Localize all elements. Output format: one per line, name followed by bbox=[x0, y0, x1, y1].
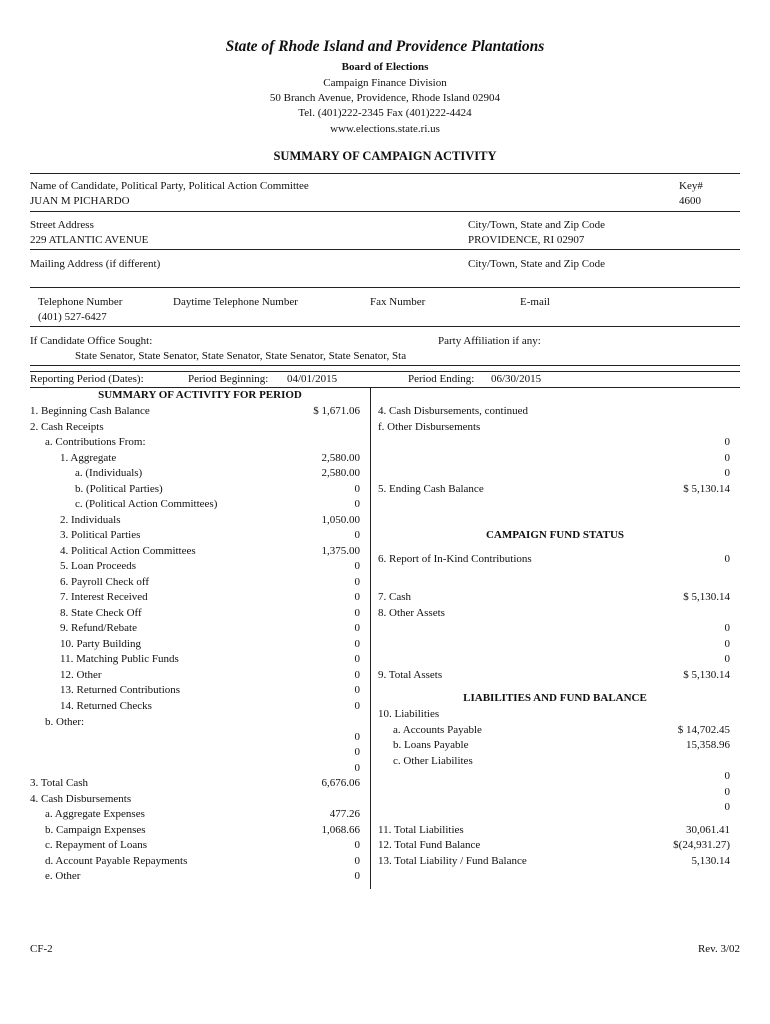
divider bbox=[30, 387, 740, 388]
aggregate-expenses-label: a. Aggregate Expenses bbox=[45, 808, 145, 820]
office-label: If Candidate Office Sought: bbox=[30, 335, 153, 347]
total-assets-label: 9. Total Assets bbox=[378, 669, 443, 681]
cash-disbursements-label: 4. Cash Disbursements bbox=[30, 793, 132, 805]
form-code: CF-2 bbox=[30, 943, 53, 955]
party-building-value: 0 bbox=[354, 638, 360, 650]
returned-contributions-value: 0 bbox=[354, 684, 360, 696]
b-other-value: 0 bbox=[354, 746, 360, 758]
inkind-label: 6. Report of In-Kind Contributions bbox=[378, 553, 532, 565]
board-phones: Tel. (401)222-2345 Fax (401)222-4424 bbox=[298, 107, 472, 119]
division-name: Campaign Finance Division bbox=[323, 77, 447, 89]
other-disbursements-f-value: 0 bbox=[724, 467, 730, 479]
name-value: JUAN M PICHARDO bbox=[30, 195, 130, 207]
city-label: City/Town, State and Zip Code bbox=[468, 219, 606, 231]
ending-cash-label: 5. Ending Cash Balance bbox=[378, 483, 484, 495]
cash-value: $ 5,130.14 bbox=[683, 591, 730, 603]
refund-rebate-label: 9. Refund/Rebate bbox=[60, 622, 137, 634]
period-end-value: 06/30/2015 bbox=[491, 373, 542, 385]
interest-received-label: 7. Interest Received bbox=[60, 591, 148, 603]
email-label: E-mail bbox=[520, 296, 550, 308]
party-building-label: 10. Party Building bbox=[60, 638, 141, 650]
pac-agg-value: 0 bbox=[354, 498, 360, 510]
disbursements-continued-label: 4. Cash Disbursements, continued bbox=[378, 405, 529, 417]
accounts-payable-label: a. Accounts Payable bbox=[393, 724, 482, 736]
divider bbox=[30, 211, 740, 212]
key-label: Key# bbox=[679, 180, 703, 192]
total-cash-value: 6,676.06 bbox=[321, 777, 360, 789]
total-fund-balance-label: 12. Total Fund Balance bbox=[378, 839, 481, 851]
payroll-checkoff-label: 6. Payroll Check off bbox=[60, 576, 150, 588]
individuals-agg-value: 2,580.00 bbox=[321, 467, 360, 479]
aggregate-expenses-value: 477.26 bbox=[329, 808, 360, 820]
interest-received-value: 0 bbox=[354, 591, 360, 603]
period-end-label: Period Ending: bbox=[408, 373, 475, 385]
ending-cash-value: $ 5,130.14 bbox=[683, 483, 730, 495]
aggregate-label: 1. Aggregate bbox=[60, 452, 117, 464]
other-disbursements-f-value: 0 bbox=[724, 452, 730, 464]
campaign-expenses-label: b. Campaign Expenses bbox=[45, 824, 146, 836]
telephone-label: Telephone Number bbox=[38, 296, 123, 308]
political-parties-value: 0 bbox=[354, 529, 360, 541]
aggregate-value: 2,580.00 bbox=[321, 452, 360, 464]
political-parties-label: 3. Political Parties bbox=[60, 529, 141, 541]
individuals-value: 1,050.00 bbox=[321, 514, 360, 526]
pac-label: 4. Political Action Committees bbox=[60, 545, 196, 557]
b-other-label: b. Other: bbox=[45, 716, 85, 728]
other-assets-value: 0 bbox=[724, 653, 730, 665]
key-value: 4600 bbox=[679, 195, 701, 207]
parties-agg-label: b. (Political Parties) bbox=[75, 483, 163, 495]
b-other-value: 0 bbox=[354, 762, 360, 774]
name-label: Name of Candidate, Political Party, Political Action Committee bbox=[30, 180, 309, 192]
ap-repayments-value: 0 bbox=[354, 855, 360, 867]
other-receipts-label: 12. Other bbox=[60, 669, 102, 681]
other-disbursements-label: e. Other bbox=[45, 870, 81, 882]
campaign-expenses-value: 1,068.66 bbox=[321, 824, 360, 836]
other-liabilities-label: c. Other Liabilites bbox=[393, 755, 473, 767]
beginning-cash-label: 1. Beginning Cash Balance bbox=[30, 405, 150, 417]
matching-funds-label: 11. Matching Public Funds bbox=[60, 653, 179, 665]
cash-label: 7. Cash bbox=[378, 591, 411, 603]
total-assets-value: $ 5,130.14 bbox=[683, 669, 730, 681]
revision: Rev. 3/02 bbox=[697, 943, 740, 955]
individuals-agg-label: a. (Individuals) bbox=[75, 467, 143, 479]
board-website: www.elections.state.ri.us bbox=[330, 123, 440, 135]
other-assets-value: 0 bbox=[724, 622, 730, 634]
other-liabilities-value: 0 bbox=[724, 786, 730, 798]
loan-repayment-label: c. Repayment of Loans bbox=[45, 839, 148, 851]
accounts-payable-value: $ 14,702.45 bbox=[677, 724, 730, 736]
state-title: State of Rhode Island and Providence Plantations bbox=[225, 38, 545, 55]
other-liabilities-value: 0 bbox=[724, 770, 730, 782]
period-label: Reporting Period (Dates): bbox=[30, 373, 144, 385]
mailing-label: Mailing Address (if different) bbox=[30, 258, 161, 270]
divider bbox=[30, 365, 740, 366]
divider bbox=[30, 326, 740, 327]
total-fund-balance-value: $(24,931.27) bbox=[673, 839, 730, 851]
other-disbursements-f-label: f. Other Disbursements bbox=[378, 421, 481, 433]
other-receipts-value: 0 bbox=[354, 669, 360, 681]
column-divider bbox=[370, 387, 371, 889]
contributions-from-label: a. Contributions From: bbox=[45, 436, 146, 448]
fund-status-heading: CAMPAIGN FUND STATUS bbox=[485, 529, 625, 541]
total-liabilities-value: 30,061.41 bbox=[686, 824, 730, 836]
period-begin-value: 04/01/2015 bbox=[287, 373, 338, 385]
loan-proceeds-value: 0 bbox=[354, 560, 360, 572]
other-liabilities-value: 0 bbox=[724, 801, 730, 813]
inkind-value: 0 bbox=[724, 553, 730, 565]
total-cash-label: 3. Total Cash bbox=[30, 777, 88, 789]
divider bbox=[30, 173, 740, 174]
street-value: 229 ATLANTIC AVENUE bbox=[30, 234, 149, 246]
beginning-cash-value: $ 1,671.06 bbox=[313, 405, 360, 417]
fax-label: Fax Number bbox=[370, 296, 426, 308]
total-liabilities-label: 11. Total Liabilities bbox=[378, 824, 464, 836]
period-begin-label: Period Beginning: bbox=[188, 373, 269, 385]
board-address: 50 Branch Avenue, Providence, Rhode Island 02904 bbox=[269, 92, 501, 104]
state-checkoff-label: 8. State Check Off bbox=[60, 607, 142, 619]
other-assets-label: 8. Other Assets bbox=[378, 607, 445, 619]
board-name: Board of Elections bbox=[341, 61, 429, 73]
returned-checks-value: 0 bbox=[354, 700, 360, 712]
payroll-checkoff-value: 0 bbox=[354, 576, 360, 588]
other-disbursements-f-value: 0 bbox=[724, 436, 730, 448]
divider bbox=[30, 249, 740, 250]
city-value: PROVIDENCE, RI 02907 bbox=[468, 234, 585, 246]
daytime-phone-label: Daytime Telephone Number bbox=[173, 296, 298, 308]
loans-payable-label: b. Loans Payable bbox=[393, 739, 469, 751]
form-title: SUMMARY OF CAMPAIGN ACTIVITY bbox=[273, 149, 497, 163]
cash-receipts-label: 2. Cash Receipts bbox=[30, 421, 104, 433]
office-value: State Senator, State Senator, State Senator, State Senator, State Senator, Sta bbox=[75, 350, 407, 362]
loan-proceeds-label: 5. Loan Proceeds bbox=[60, 560, 137, 572]
state-checkoff-value: 0 bbox=[354, 607, 360, 619]
loans-payable-value: 15,358.96 bbox=[686, 739, 730, 751]
pac-value: 1,375.00 bbox=[321, 545, 360, 557]
matching-funds-value: 0 bbox=[354, 653, 360, 665]
telephone-value: (401) 527-6427 bbox=[38, 311, 107, 323]
loan-repayment-value: 0 bbox=[354, 839, 360, 851]
b-other-value: 0 bbox=[354, 731, 360, 743]
parties-agg-value: 0 bbox=[354, 483, 360, 495]
party-label: Party Affiliation if any: bbox=[438, 335, 541, 347]
divider bbox=[30, 371, 740, 372]
other-disbursements-value: 0 bbox=[354, 870, 360, 882]
liabilities-heading: LIABILITIES AND FUND BALANCE bbox=[463, 692, 647, 704]
total-liability-fund-value: 5,130.14 bbox=[691, 855, 730, 867]
total-liability-fund-label: 13. Total Liability / Fund Balance bbox=[378, 855, 527, 867]
mailing-city-label: City/Town, State and Zip Code bbox=[468, 258, 606, 270]
divider bbox=[30, 287, 740, 288]
liabilities-label: 10. Liabilities bbox=[378, 708, 440, 720]
pac-agg-label: c. (Political Action Committees) bbox=[75, 498, 218, 510]
refund-rebate-value: 0 bbox=[354, 622, 360, 634]
summary-heading: SUMMARY OF ACTIVITY FOR PERIOD bbox=[98, 389, 302, 401]
returned-checks-label: 14. Returned Checks bbox=[60, 700, 152, 712]
ap-repayments-label: d. Account Payable Repayments bbox=[45, 855, 188, 867]
returned-contributions-label: 13. Returned Contributions bbox=[60, 684, 181, 696]
street-label: Street Address bbox=[30, 219, 94, 231]
other-assets-value: 0 bbox=[724, 638, 730, 650]
individuals-label: 2. Individuals bbox=[60, 514, 121, 526]
